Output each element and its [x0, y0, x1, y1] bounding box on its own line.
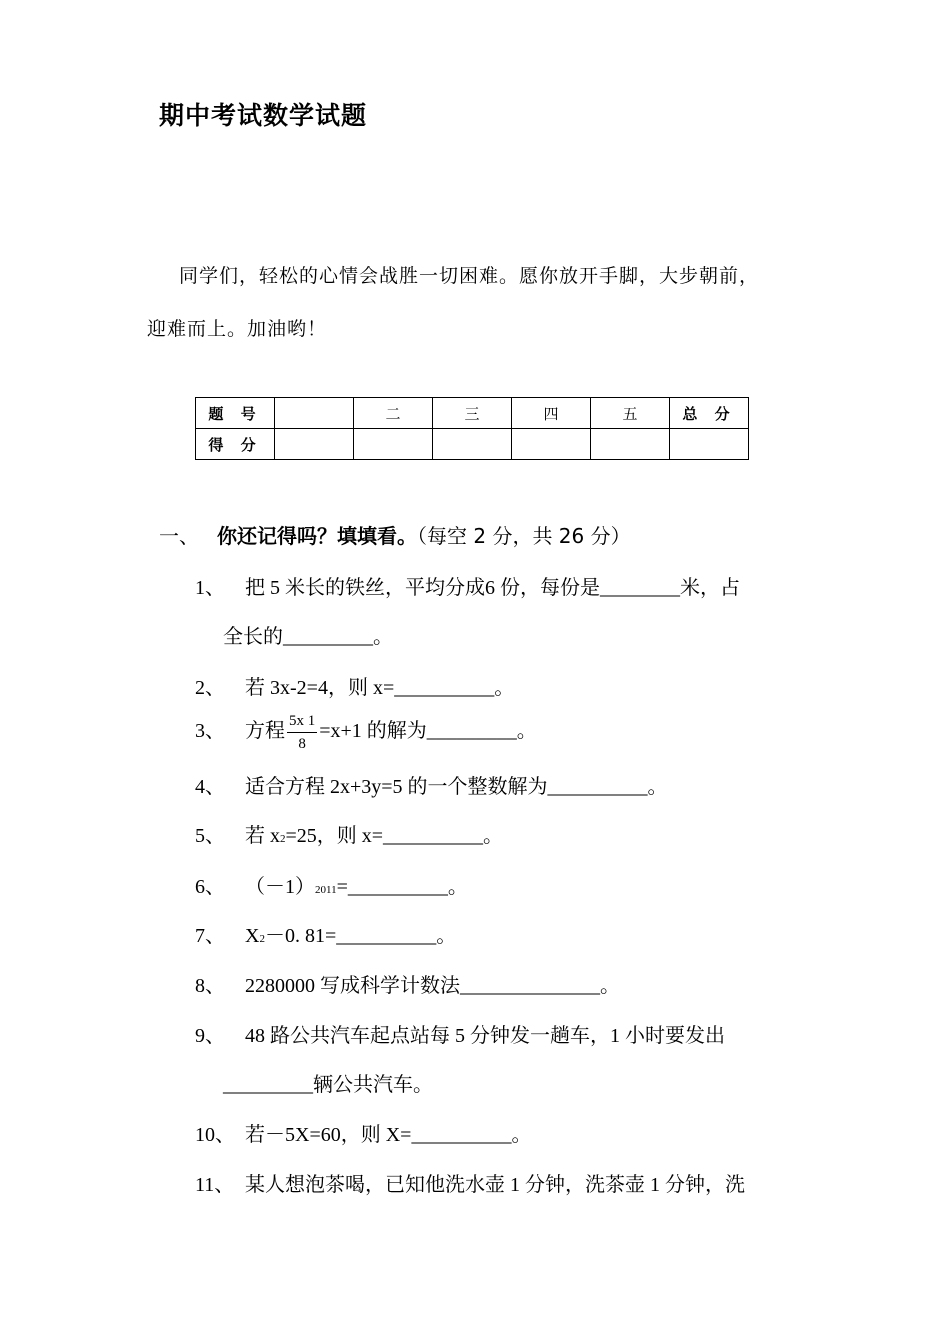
question-text-pre: 方程	[245, 720, 285, 743]
score-cell: 五	[591, 398, 670, 429]
question-number: 1、	[195, 577, 225, 599]
score-table	[195, 397, 749, 460]
fraction	[287, 710, 317, 755]
question-text: 某人想泡茶喝，已知他洗水壶 1 分钟，洗茶壶 1 分钟，洗	[245, 1174, 745, 1196]
score-table-header-row	[196, 398, 749, 429]
question-6	[195, 870, 468, 899]
score-cell: 二	[354, 398, 433, 429]
question-number: 3、	[195, 720, 225, 743]
score-cell: 三	[433, 398, 512, 429]
section-points: （每空 2 分，共 26 分）	[417, 524, 631, 548]
exponent: 2	[280, 833, 286, 845]
question-number: 6、	[195, 876, 225, 898]
question-text: 若 3x-2=4，则 x=__________。	[245, 677, 515, 699]
page-title: 期中考试数学试题	[159, 101, 368, 130]
question-3	[195, 710, 537, 755]
question-text: 2280000 写成科学计数法______________。	[245, 975, 620, 997]
score-cell	[275, 429, 354, 460]
intro-line-1: 同学们，轻松的心情会战胜一切困难。愿你放开手脚，大步朝前，	[179, 266, 760, 287]
score-cell	[354, 429, 433, 460]
question-5	[195, 819, 503, 848]
question-number: 5、	[195, 825, 225, 847]
question-text-pre: （－1）	[245, 876, 315, 898]
question-10	[195, 1118, 531, 1147]
exponent: 2	[259, 933, 265, 945]
question-number: 8、	[195, 975, 225, 997]
question-number: 11、	[195, 1174, 235, 1196]
question-text: 48 路公共汽车起点站每 5 分钟发一趟车，1 小时要发出	[245, 1025, 725, 1047]
section-number: 一、	[159, 524, 199, 548]
question-number: 10、	[195, 1124, 235, 1146]
question-number: 2、	[195, 677, 225, 699]
question-text-post: －0. 81=__________。	[264, 925, 457, 947]
score-table-score-row	[196, 429, 749, 460]
score-cell: 得 分	[196, 429, 275, 460]
score-cell	[670, 429, 749, 460]
question-text-post: =25，则 x=__________。	[285, 825, 504, 847]
question-1-continuation: 全长的_________。	[223, 626, 393, 648]
question-text: 若－5X=60，则 X=__________。	[245, 1124, 532, 1146]
section-title: 你还记得吗？填填看。	[217, 524, 417, 548]
question-1	[195, 571, 740, 600]
fraction-denominator: 8	[298, 736, 306, 752]
question-8	[195, 969, 620, 998]
score-cell	[275, 398, 354, 429]
question-text-post: =x+1 的解为_________。	[319, 720, 537, 743]
question-11	[195, 1168, 745, 1197]
fraction-numerator: 5x 1	[287, 710, 317, 733]
question-text-post: =__________。	[336, 876, 468, 898]
question-4	[195, 770, 668, 799]
exponent: 2011	[315, 884, 337, 896]
question-number: 7、	[195, 925, 225, 947]
score-cell: 题 号	[196, 398, 275, 429]
section-heading	[159, 520, 631, 549]
question-9	[195, 1019, 725, 1048]
question-7	[195, 919, 456, 948]
score-cell: 四	[512, 398, 591, 429]
intro-line-2: 迎难而上。加油哟！	[147, 319, 328, 340]
score-cell	[433, 429, 512, 460]
question-text: 适合方程 2x+3y=5 的一个整数解为__________。	[245, 776, 668, 798]
question-number: 9、	[195, 1025, 225, 1047]
question-9-continuation: _________辆公共汽车。	[223, 1074, 433, 1096]
question-text: 把 5 米长的铁丝，平均分成6 份，每份是________米，占	[245, 577, 740, 599]
score-cell	[512, 429, 591, 460]
score-cell: 总 分	[670, 398, 749, 429]
score-cell	[591, 429, 670, 460]
question-2	[195, 671, 514, 700]
question-number: 4、	[195, 776, 225, 798]
question-text-pre: 若 x	[245, 825, 280, 847]
intro-paragraph	[147, 250, 827, 356]
question-text-pre: X	[245, 925, 260, 947]
